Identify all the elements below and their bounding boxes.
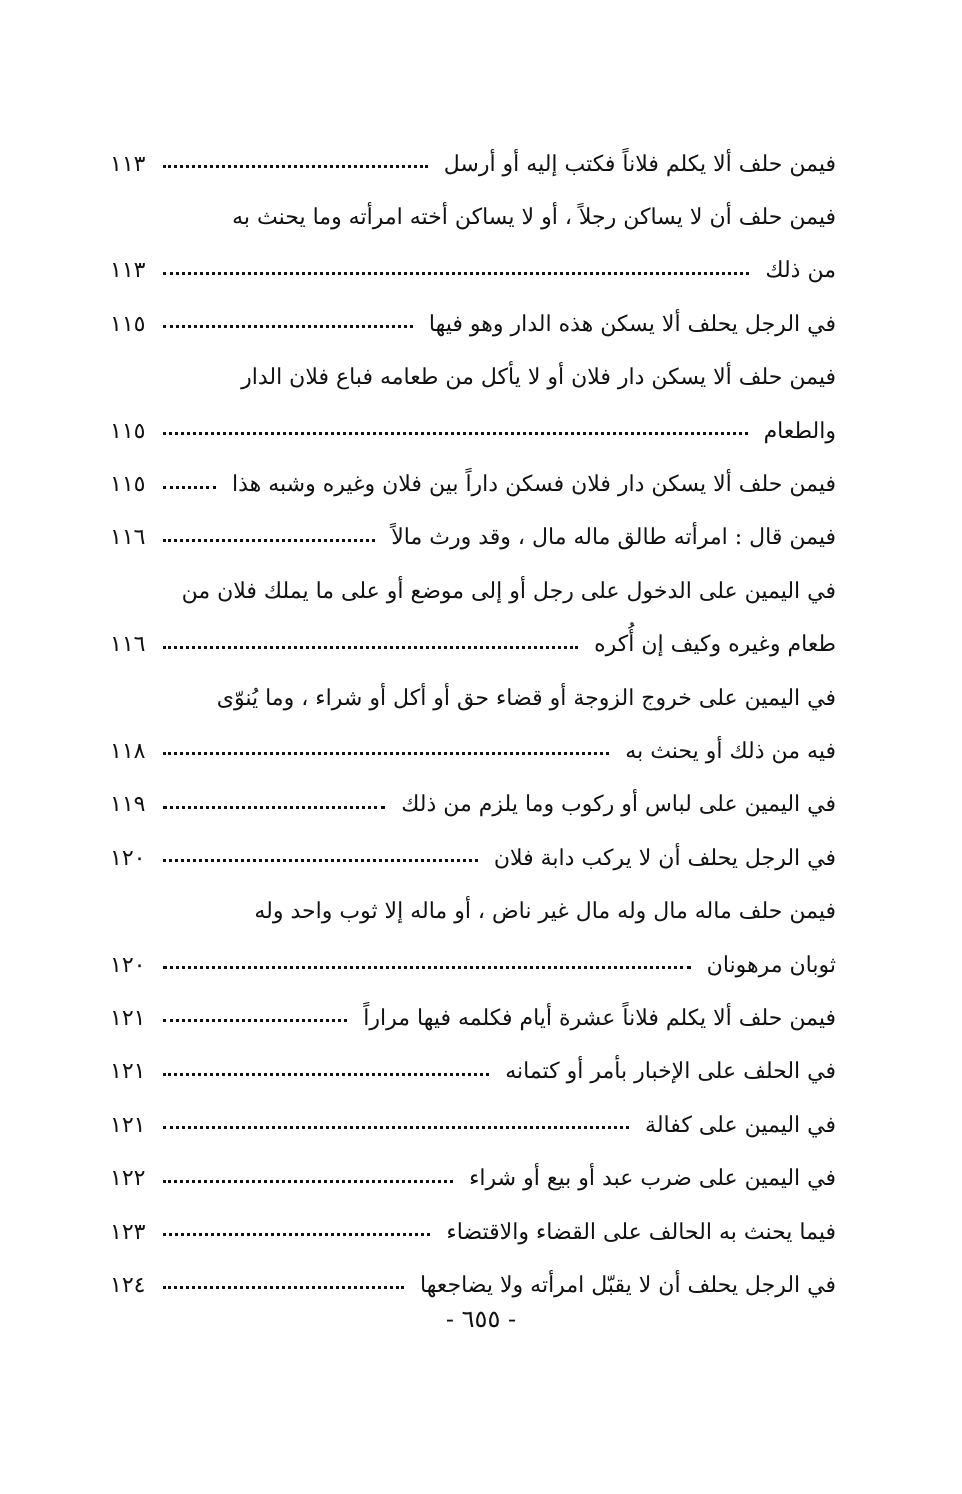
toc-entry: [110, 191, 836, 244]
dot-leader: [163, 428, 747, 435]
toc-entry-page-number: ١٢٠: [110, 845, 146, 871]
dot-leader: [163, 535, 375, 542]
toc-entry-page-number: ١١٦: [110, 525, 146, 551]
toc-entry: [110, 565, 836, 618]
dot-leader: [163, 1229, 430, 1236]
dot-leader: [163, 1069, 489, 1076]
toc-entry-title: فيمن حلف ألا يسكن دار فلان أو لا يأكل من طعامه فباع فلان الدار: [241, 365, 836, 391]
toc-entry: [110, 405, 836, 458]
toc-entry-title: فيمن حلف ألا يسكن دار فلان فسكن داراً بين فلان وغيره وشبه هذا: [231, 472, 836, 498]
toc-entry-title: فيه من ذلك أو يحنث به: [625, 738, 836, 764]
toc-entry-page-number: ١١٩: [110, 792, 146, 818]
toc-entry-page-number: ١١٣: [110, 151, 146, 177]
toc-entry-title: فيمن حلف ألا يكلم فلاناً فكتب إليه أو أرسل: [443, 151, 836, 177]
dot-leader: [163, 962, 690, 969]
toc-entry: [110, 138, 836, 191]
dot-leader: [163, 642, 578, 649]
toc-entry: [110, 672, 836, 725]
toc-entry-page-number: ١١٣: [110, 258, 146, 284]
dot-leader: [163, 1176, 453, 1183]
dot-leader: [163, 482, 216, 489]
toc-entry: [110, 352, 836, 405]
toc-entry: [110, 725, 836, 778]
dot-leader: [163, 268, 749, 275]
dot-leader: [163, 748, 609, 755]
toc-entry-page-number: ١١٦: [110, 632, 146, 658]
toc-entry: [110, 1099, 836, 1152]
toc-entry-title: في اليمين على خروج الزوجة أو قضاء حق أو أكل أو شراء ، وما يُنوّى: [216, 685, 836, 711]
toc-entry-title: في الرجل يحلف ألا يسكن هذه الدار وهو فيها: [428, 311, 836, 337]
dot-leader: [163, 161, 427, 168]
toc-entry: [110, 832, 836, 885]
dot-leader: [163, 855, 477, 862]
toc-entry-page-number: ١١٨: [110, 738, 146, 764]
toc-entry-title: فيمن حلف ألا يكلم فلاناً عشرة أيام فكلمه فيها مراراً: [363, 1005, 836, 1031]
toc-entry-page-number: ١٢٢: [110, 1166, 146, 1192]
toc-entry-page-number: ١٢١: [110, 1059, 146, 1085]
dot-leader: [163, 1282, 404, 1289]
toc-entry-title: في اليمين على ضرب عبد أو بيع أو شراء: [469, 1166, 836, 1192]
toc-entry: [110, 779, 836, 832]
toc-entry: [110, 939, 836, 992]
toc-entry-page-number: ١٢٠: [110, 952, 146, 978]
toc-entry: [110, 619, 836, 672]
toc-entry-page-number: ١١٥: [110, 418, 146, 444]
toc-entry-title: ثوبان مرهونان: [706, 952, 836, 978]
toc-entry-title: فيمن حلف أن لا يساكن رجلاً ، أو لا يساكن أخته امرأته وما يحنث به: [232, 205, 836, 231]
toc-entry-title: من ذلك: [765, 258, 836, 284]
toc-entry: [110, 245, 836, 298]
toc-entry-page-number: ١١٥: [110, 472, 146, 498]
toc-entry-title: فيمن حلف ماله مال وله مال غير ناض ، أو ماله إلا ثوب واحد وله: [254, 899, 836, 925]
toc-entry-title: في اليمين على لباس أو ركوب وما يلزم من ذلك: [401, 792, 836, 818]
toc-entry: [110, 1046, 836, 1099]
toc-entry-title: فيما يحنث به الحالف على القضاء والاقتضاء: [446, 1219, 836, 1245]
toc-entry-page-number: ١٢١: [110, 1112, 146, 1138]
dot-leader: [163, 321, 412, 328]
toc-entry: [110, 885, 836, 938]
toc-entry-page-number: ١٢٣: [110, 1219, 146, 1245]
toc-entry: [110, 992, 836, 1045]
toc-entry: [110, 1206, 836, 1259]
toc-entry-title: في اليمين على الدخول على رجل أو إلى موضع أو على ما يملك فلان من: [181, 578, 836, 604]
toc-entry-page-number: ١٢٤: [110, 1272, 146, 1298]
table-of-contents: [110, 138, 836, 1313]
toc-entry: [110, 512, 836, 565]
toc-entry-title: والطعام: [763, 418, 836, 444]
toc-entry-page-number: ١١٥: [110, 311, 146, 337]
toc-entry-title: في الرجل يحلف أن لا يقبّل امرأته ولا يضاجعها: [420, 1272, 836, 1298]
toc-entry: [110, 458, 836, 511]
dot-leader: [163, 802, 385, 809]
toc-entry-title: في الرجل يحلف أن لا يركب دابة فلان: [493, 845, 836, 871]
dot-leader: [163, 1122, 629, 1129]
toc-entry-title: في اليمين على كفالة: [645, 1112, 836, 1138]
toc-entry-title: فيمن قال : امرأته طالق ماله مال ، وقد ورث مالاً: [391, 525, 836, 551]
toc-entry: [110, 1152, 836, 1205]
toc-entry: [110, 298, 836, 351]
toc-entry-title: في الحلف على الإخبار بأمر أو كتمانه: [505, 1059, 836, 1085]
toc-entry-page-number: ١٢١: [110, 1005, 146, 1031]
dot-leader: [163, 1015, 347, 1022]
toc-entry-title: طعام وغيره وكيف إن أُكره: [594, 632, 836, 658]
page-number: - ٦٥٥ -: [445, 1305, 517, 1333]
